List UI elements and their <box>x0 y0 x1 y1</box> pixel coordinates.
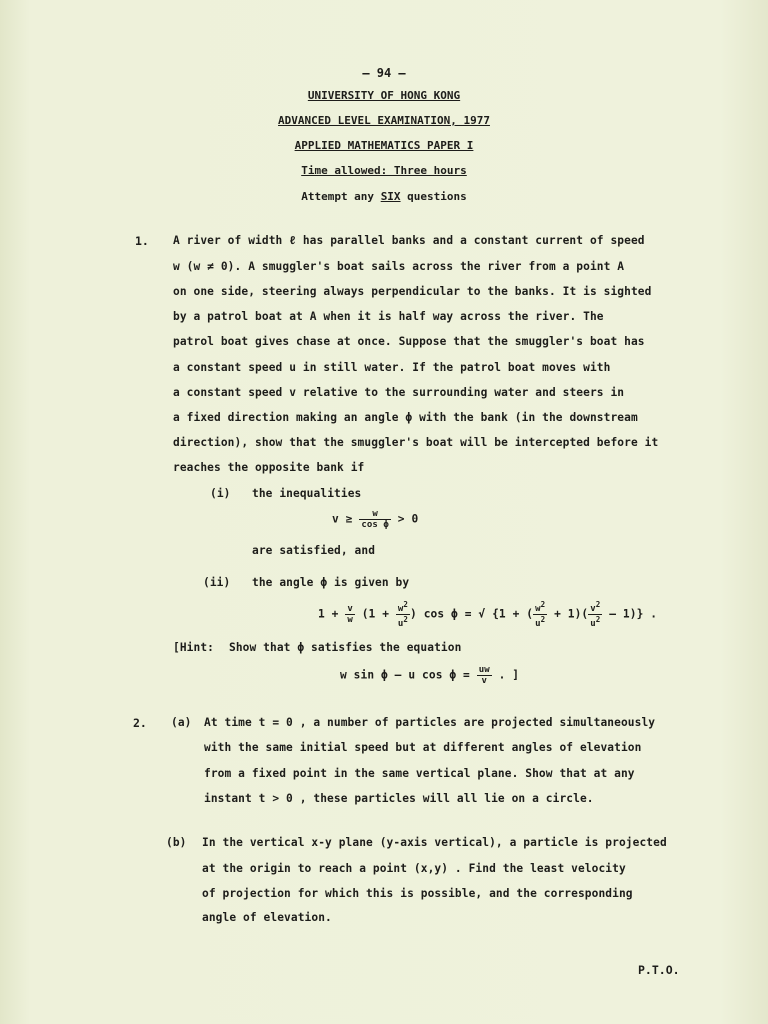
inequality: v ≥ $\frac{w}{\text{cos ϕ}}$ > 0 <box>332 509 419 530</box>
q1-line-3: on one side, steering always perpendicular to the banks. It is sighted <box>173 285 652 298</box>
page-number: — 94 — <box>362 66 406 80</box>
q1-part-ii-text: the angle ϕ is given by <box>252 576 410 589</box>
q2b-line-1: In the vertical x-y plane (y-axis vertical), a particle is projected <box>202 836 667 849</box>
q1-part-ii-label: (ii) <box>203 576 231 589</box>
university-title: UNIVERSITY OF HONG KONG <box>307 89 461 102</box>
question-1-number: 1. <box>135 234 149 248</box>
angle-equation: 1 + $\frac{v}{w}$ (1 + $\frac{w^2}{u^2}$ ) cos ϕ = √ {1 + ( $\frac{w^2}{u^2}$ + 1)( $\frac{v^2}{u^2}$ – 1)} . <box>318 600 658 629</box>
q1-line-10: reaches the opposite bank if <box>173 461 365 474</box>
please-turn-over: P.T.O. <box>638 963 680 977</box>
q2b-line-3: of projection for which this is possible, and the corresponding <box>202 887 633 900</box>
hint-equation: w sin ϕ – u cos ϕ = $\frac{uw}{v}$ . ] <box>340 665 520 686</box>
q2b-line-4: angle of elevation. <box>202 911 332 924</box>
q1-part-i-label: (i) <box>210 487 231 500</box>
q2a-line-2: with the same initial speed but at different angles of elevation <box>204 741 642 754</box>
q1-line-1: A river of width ℓ has parallel banks and a constant current of speed <box>173 234 645 247</box>
time-allowed: Time allowed: Three hours <box>301 164 467 177</box>
q2-part-a-label: (a) <box>171 716 192 729</box>
q1-line-6: a constant speed u in still water. If the patrol boat moves with <box>173 361 611 374</box>
question-2-number: 2. <box>133 716 147 730</box>
inequality-fraction: $\frac{w}{\text{cos ϕ}}$ <box>361 509 389 530</box>
q2a-line-3: from a fixed point in the same vertical plane. Show that at any <box>204 767 635 780</box>
q1-line-2: w (w ≠ 0). A smuggler's boat sails across the river from a point A <box>173 260 625 273</box>
hint-fraction: $\frac{uw}{v}$ <box>478 665 490 686</box>
q1-line-8: a fixed direction making an angle ϕ with the bank (in the downstream <box>173 411 638 424</box>
exam-title: ADVANCED LEVEL EXAMINATION, 1977 <box>278 114 490 127</box>
q1-line-7: a constant speed v relative to the surrounding water and steers in <box>173 386 625 399</box>
hint-label: [Hint: <box>173 641 215 654</box>
q2b-line-2: at the origin to reach a point (x,y) . Find the least velocity <box>202 862 626 875</box>
q1-line-9: direction), show that the smuggler's boat will be intercepted before it <box>173 436 659 449</box>
q1-satisfied: are satisfied, and <box>252 544 376 557</box>
q2-part-b-label: (b) <box>166 836 187 849</box>
q1-part-i-text: the inequalities <box>252 487 362 500</box>
instructions: Attempt any SIX questions <box>301 190 467 203</box>
q1-line-5: patrol boat gives chase at once. Suppose that the smuggler's boat has <box>173 335 645 348</box>
q1-line-4: by a patrol boat at A when it is half way across the river. The <box>173 310 604 323</box>
q2a-line-4: instant t > 0 , these particles will all lie on a circle. <box>204 792 594 805</box>
hint-text: Show that ϕ satisfies the equation <box>229 641 462 654</box>
q2a-line-1: At time t = 0 , a number of particles are projected simultaneously <box>204 716 656 729</box>
paper-title: APPLIED MATHEMATICS PAPER I <box>294 139 474 152</box>
